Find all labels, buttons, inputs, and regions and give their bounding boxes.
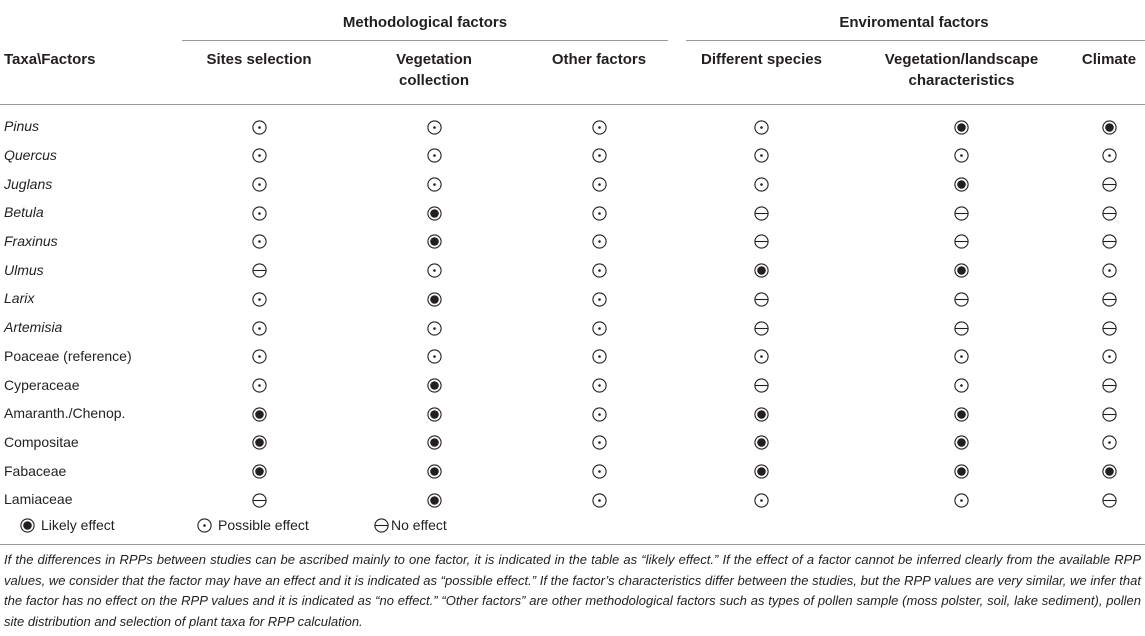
effect-cell-other-factors (524, 141, 674, 170)
legend-possible-label: Possible effect (218, 517, 309, 533)
effect-cell-vegetation-collection (344, 456, 524, 485)
effect-cell-vegetation-landscape (849, 227, 1074, 256)
dot-circle-icon (252, 234, 267, 249)
effect-cell-sites-selection (174, 428, 344, 457)
dot-circle-icon (252, 177, 267, 192)
column-header-taxa: Taxa\Factors (4, 51, 96, 68)
effect-cell-sites-selection (174, 112, 344, 141)
effect-cell-sites-selection (174, 399, 344, 428)
effect-cell-climate (1074, 141, 1144, 170)
table-row (0, 370, 1144, 399)
dot-circle-icon (427, 321, 442, 336)
minus-circle-icon (754, 378, 769, 393)
dot-circle-icon (252, 292, 267, 307)
table-footnote: If the differences in RPPs between studies can be ascribed mainly to one factor, it is indicated in the table as “likely effect.” If the effect of a factor cannot be inferred clearly from the available RPP values, we consider that the factor may have an effect and it is indicated as “possible effect.” If the factor’s characteristics differ between the studies, but the RPP values are very similar, we infer that the factor has no effect on the RPP values and it is indicated as “no effect.” “Other factors” are other methodological factors such as types of pollen sample (moss polster, soil, lake sediment), pollen site distribution and selection of plant taxa for RPP calculation. (4, 552, 1141, 629)
dot-circle-icon (427, 349, 442, 364)
minus-circle-icon (1102, 321, 1117, 336)
effect-cell-sites-selection (174, 198, 344, 227)
dot-circle-icon (197, 518, 212, 533)
filled-circle-icon (1102, 464, 1117, 479)
dot-circle-icon (252, 378, 267, 393)
dot-circle-icon (754, 493, 769, 508)
column-header-climate: Climate (1081, 51, 1137, 68)
dot-circle-icon (592, 407, 607, 422)
effect-cell-other-factors (524, 342, 674, 371)
dot-circle-icon (592, 493, 607, 508)
minus-circle-icon (754, 292, 769, 307)
filled-circle-icon (954, 120, 969, 135)
filled-circle-icon (252, 435, 267, 450)
filled-circle-icon (954, 464, 969, 479)
dot-circle-icon (592, 263, 607, 278)
column-header-vegetation-collection (344, 49, 524, 91)
taxon-name: Juglans (4, 175, 53, 192)
dot-circle-icon (592, 177, 607, 192)
effects-table (0, 112, 1144, 514)
effect-cell-vegetation-landscape (849, 313, 1074, 342)
dot-circle-icon (592, 378, 607, 393)
filled-circle-icon (954, 177, 969, 192)
effect-cell-different-species (674, 342, 849, 371)
minus-circle-icon (954, 206, 969, 221)
filled-circle-icon (427, 292, 442, 307)
table-row (0, 255, 1144, 284)
dot-circle-icon (1102, 349, 1117, 364)
effect-cell-vegetation-landscape (849, 370, 1074, 399)
effect-cell-different-species (674, 112, 849, 141)
minus-circle-icon (954, 321, 969, 336)
table-row (0, 141, 1144, 170)
filled-circle-icon (427, 435, 442, 450)
effect-cell-climate (1074, 227, 1144, 256)
effect-cell-different-species (674, 313, 849, 342)
effect-cell-vegetation-landscape (849, 112, 1074, 141)
legend-none (374, 517, 447, 533)
effect-cell-other-factors (524, 370, 674, 399)
effect-cell-vegetation-landscape (849, 284, 1074, 313)
dot-circle-icon (427, 120, 442, 135)
effect-cell-different-species (674, 141, 849, 170)
taxon-name: Compositae (4, 433, 79, 450)
filled-circle-icon (754, 435, 769, 450)
filled-circle-icon (754, 464, 769, 479)
dot-circle-icon (427, 148, 442, 163)
effect-cell-different-species (674, 255, 849, 284)
effect-cell-vegetation-landscape (849, 428, 1074, 457)
table-row (0, 399, 1144, 428)
dot-circle-icon (592, 349, 607, 364)
filled-circle-icon (754, 263, 769, 278)
effect-cell-other-factors (524, 313, 674, 342)
group-underline-methodological (182, 40, 668, 41)
effect-cell-different-species (674, 284, 849, 313)
taxon-name: Larix (4, 290, 35, 307)
minus-circle-icon (754, 321, 769, 336)
minus-circle-icon (1102, 177, 1117, 192)
effect-cell-climate (1074, 284, 1144, 313)
dot-circle-icon (252, 349, 267, 364)
effect-cell-climate (1074, 456, 1144, 485)
effect-cell-vegetation-landscape (849, 255, 1074, 284)
effect-cell-sites-selection (174, 227, 344, 256)
taxon-name: Fraxinus (4, 233, 58, 250)
effect-cell-climate (1074, 112, 1144, 141)
dot-circle-icon (427, 263, 442, 278)
effect-cell-climate (1074, 399, 1144, 428)
dot-circle-icon (252, 148, 267, 163)
effect-cell-different-species (674, 399, 849, 428)
effect-cell-vegetation-collection (344, 399, 524, 428)
column-header-other-factors: Other factors (551, 51, 647, 68)
dot-circle-icon (1102, 435, 1117, 450)
filled-circle-icon (252, 464, 267, 479)
filled-circle-icon (427, 407, 442, 422)
minus-circle-icon (1102, 493, 1117, 508)
effect-cell-different-species (674, 428, 849, 457)
table-row (0, 112, 1144, 141)
dot-circle-icon (954, 493, 969, 508)
effect-cell-different-species (674, 456, 849, 485)
filled-circle-icon (954, 263, 969, 278)
dot-circle-icon (592, 435, 607, 450)
legend-possible (197, 517, 309, 533)
effect-cell-vegetation-collection (344, 255, 524, 284)
column-header-vegetation-landscape (849, 49, 1074, 91)
effect-cell-other-factors (524, 456, 674, 485)
minus-circle-icon (1102, 292, 1117, 307)
effect-cell-other-factors (524, 485, 674, 514)
dot-circle-icon (252, 321, 267, 336)
effect-cell-vegetation-collection (344, 428, 524, 457)
taxon-name: Artemisia (4, 319, 63, 336)
minus-circle-icon (1102, 206, 1117, 221)
dot-circle-icon (592, 292, 607, 307)
effect-cell-different-species (674, 227, 849, 256)
dot-circle-icon (592, 321, 607, 336)
dot-circle-icon (754, 120, 769, 135)
minus-circle-icon (252, 263, 267, 278)
minus-circle-icon (1102, 407, 1117, 422)
effect-cell-climate (1074, 370, 1144, 399)
dot-circle-icon (592, 464, 607, 479)
effect-cell-sites-selection (174, 342, 344, 371)
effect-cell-vegetation-landscape (849, 169, 1074, 198)
effect-cell-vegetation-collection (344, 313, 524, 342)
minus-circle-icon (374, 518, 389, 533)
effect-cell-vegetation-collection (344, 485, 524, 514)
effect-cell-vegetation-landscape (849, 399, 1074, 428)
effect-cell-climate (1074, 485, 1144, 514)
effect-cell-sites-selection (174, 370, 344, 399)
effect-cell-vegetation-landscape (849, 456, 1074, 485)
effect-cell-different-species (674, 370, 849, 399)
legend-likely-label: Likely effect (41, 517, 115, 533)
minus-circle-icon (954, 234, 969, 249)
column-header-sites-selection: Sites selection (206, 51, 312, 68)
group-header-methodological: Methodological factors (342, 14, 508, 31)
effect-cell-vegetation-collection (344, 169, 524, 198)
dot-circle-icon (954, 148, 969, 163)
taxon-name: Pinus (4, 118, 40, 135)
effect-cell-other-factors (524, 428, 674, 457)
taxon-name: Betula (4, 204, 44, 221)
filled-circle-icon (427, 378, 442, 393)
group-underline-enviromental (686, 40, 1145, 41)
effect-cell-vegetation-collection (344, 227, 524, 256)
minus-circle-icon (1102, 234, 1117, 249)
minus-circle-icon (754, 234, 769, 249)
taxon-name: Amaranth./Chenop. (4, 405, 126, 422)
filled-circle-icon (427, 234, 442, 249)
minus-circle-icon (252, 493, 267, 508)
minus-circle-icon (1102, 378, 1117, 393)
effect-cell-climate (1074, 169, 1144, 198)
effect-cell-other-factors (524, 112, 674, 141)
column-header-vegetation-collection-line2: collection (398, 72, 469, 89)
effect-cell-different-species (674, 169, 849, 198)
dot-circle-icon (592, 234, 607, 249)
filled-circle-icon (20, 518, 35, 533)
dot-circle-icon (592, 206, 607, 221)
filled-circle-icon (954, 407, 969, 422)
dot-circle-icon (754, 148, 769, 163)
dot-circle-icon (252, 206, 267, 221)
effect-cell-other-factors (524, 399, 674, 428)
effect-cell-sites-selection (174, 313, 344, 342)
header-rule (0, 104, 1145, 105)
table-row (0, 456, 1144, 485)
taxon-name: Ulmus (4, 261, 44, 278)
minus-circle-icon (754, 206, 769, 221)
group-header-enviromental: Enviromental factors (839, 14, 989, 31)
dot-circle-icon (954, 378, 969, 393)
taxon-name: Cyperaceae (4, 376, 80, 393)
filled-circle-icon (427, 464, 442, 479)
filled-circle-icon (1102, 120, 1117, 135)
dot-circle-icon (1102, 148, 1117, 163)
effect-cell-different-species (674, 485, 849, 514)
effect-cell-vegetation-landscape (849, 485, 1074, 514)
table-row (0, 227, 1144, 256)
dot-circle-icon (1102, 263, 1117, 278)
dot-circle-icon (754, 349, 769, 364)
dot-circle-icon (592, 120, 607, 135)
effect-cell-sites-selection (174, 456, 344, 485)
filled-circle-icon (427, 206, 442, 221)
effect-cell-vegetation-collection (344, 370, 524, 399)
dot-circle-icon (754, 177, 769, 192)
effect-cell-vegetation-landscape (849, 141, 1074, 170)
taxon-name: Fabaceae (4, 462, 67, 479)
effect-cell-other-factors (524, 255, 674, 284)
effect-cell-vegetation-landscape (849, 342, 1074, 371)
effect-cell-vegetation-collection (344, 112, 524, 141)
effects-table-body (0, 112, 1144, 514)
effect-cell-sites-selection (174, 485, 344, 514)
taxon-name: Quercus (4, 147, 57, 164)
dot-circle-icon (427, 177, 442, 192)
minus-circle-icon (954, 292, 969, 307)
footer-rule (0, 544, 1145, 545)
dot-circle-icon (252, 120, 267, 135)
table-row (0, 342, 1144, 371)
column-header-vegetation-landscape-line1: Vegetation/landscape (884, 51, 1039, 68)
effect-cell-vegetation-collection (344, 198, 524, 227)
column-header-different-species: Different species (701, 51, 822, 68)
effect-cell-sites-selection (174, 284, 344, 313)
effect-cell-sites-selection (174, 255, 344, 284)
effect-cell-other-factors (524, 198, 674, 227)
column-header-vegetation-landscape-line2: characteristics (908, 72, 1015, 89)
effect-cell-different-species (674, 198, 849, 227)
table-row (0, 198, 1144, 227)
effect-cell-climate (1074, 198, 1144, 227)
dot-circle-icon (954, 349, 969, 364)
filled-circle-icon (252, 407, 267, 422)
effect-cell-vegetation-collection (344, 342, 524, 371)
table-row (0, 313, 1144, 342)
taxon-name: Lamiaceae (4, 491, 73, 508)
filled-circle-icon (427, 493, 442, 508)
effect-cell-climate (1074, 342, 1144, 371)
column-header-vegetation-collection-line1: Vegetation (396, 51, 472, 68)
table-row (0, 284, 1144, 313)
taxon-name: Poaceae (reference) (4, 347, 132, 364)
effect-cell-vegetation-collection (344, 141, 524, 170)
effect-cell-vegetation-collection (344, 284, 524, 313)
effect-cell-climate (1074, 313, 1144, 342)
filled-circle-icon (954, 435, 969, 450)
effect-cell-sites-selection (174, 169, 344, 198)
filled-circle-icon (754, 407, 769, 422)
effect-cell-climate (1074, 428, 1144, 457)
legend-likely (20, 517, 115, 533)
effect-cell-sites-selection (174, 141, 344, 170)
table-row (0, 485, 1144, 514)
table-row (0, 169, 1144, 198)
table-row (0, 428, 1144, 457)
effect-cell-vegetation-landscape (849, 198, 1074, 227)
legend-none-label: No effect (391, 517, 447, 533)
effect-cell-climate (1074, 255, 1144, 284)
effect-cell-other-factors (524, 284, 674, 313)
effect-cell-other-factors (524, 169, 674, 198)
dot-circle-icon (592, 148, 607, 163)
effect-cell-other-factors (524, 227, 674, 256)
